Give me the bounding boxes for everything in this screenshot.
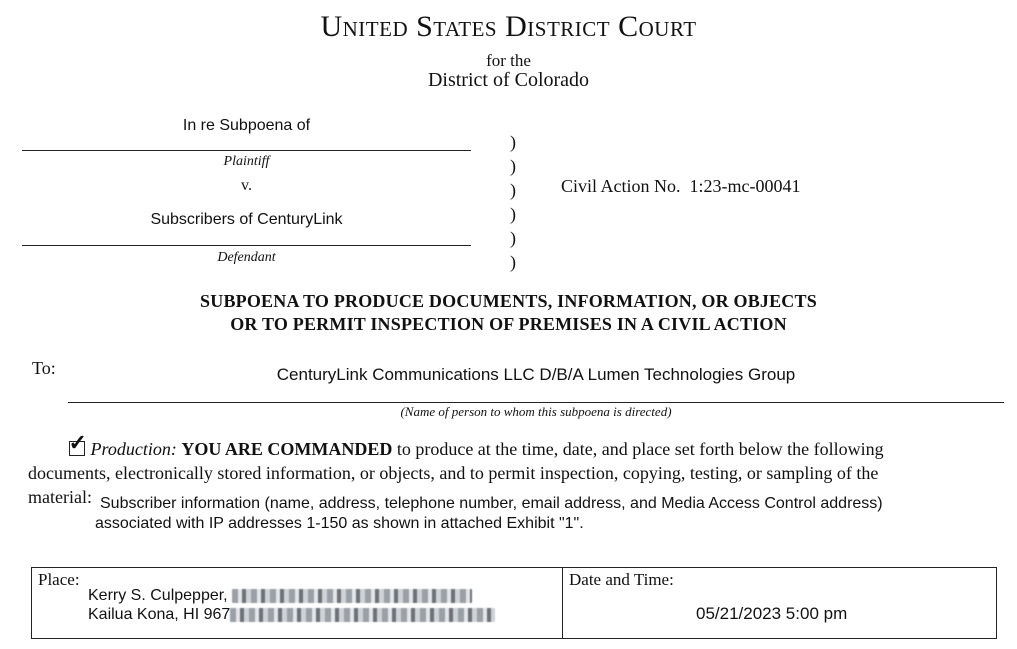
defendant-value: Subscribers of CenturyLink <box>150 211 343 228</box>
paren: ) <box>510 156 516 176</box>
place-name: Kerry S. Culpepper, <box>88 587 228 604</box>
court-name: United States District Court <box>320 10 697 43</box>
date-time-value: 05/21/2023 5:00 pm <box>696 604 848 623</box>
defendant-line <box>22 245 471 246</box>
versus-text: v. <box>241 177 252 194</box>
production-checkbox[interactable] <box>68 430 87 456</box>
material-line2: associated with IP addresses 1-150 as shown in attached Exhibit "1". <box>95 515 584 532</box>
place-date-table <box>31 567 997 639</box>
civil-action-label: Civil Action No. <box>561 176 681 196</box>
material-line1: Subscriber information (name, address, telephone number, email address, and Media Access Control address) <box>100 495 883 512</box>
place-label: Place: <box>38 570 80 589</box>
place-city: Kailua Kona, HI 967 <box>88 606 231 623</box>
table-divider <box>562 568 563 638</box>
production-text-line1: to produce at the time, date, and place set forth below the following <box>396 439 884 459</box>
commanded-text: YOU ARE COMMANDED <box>181 439 393 459</box>
place-line2 <box>88 606 495 624</box>
civil-action <box>561 176 801 197</box>
production-text-line2: documents, electronically stored information, or objects, and to permit inspection, copying, testing, or sampling of the <box>28 463 879 483</box>
paren: ) <box>510 180 516 200</box>
place-line1 <box>88 587 472 605</box>
document-title-line1: SUBPOENA TO PRODUCE DOCUMENTS, INFORMATION, OR OBJECTS <box>200 291 817 311</box>
checkmark-icon: ✓ <box>68 430 87 455</box>
document-title-line2: OR TO PERMIT INSPECTION OF PREMISES IN A CIVIL ACTION <box>230 314 787 334</box>
civil-action-number: 1:23-mc-00041 <box>689 176 801 196</box>
paren: ) <box>510 228 516 248</box>
paren: ) <box>510 204 516 224</box>
district-name: District of Colorado <box>427 69 590 91</box>
redacted-zip-contact <box>230 608 495 622</box>
recipient-caption: (Name of person to whom this subpoena is directed) <box>400 404 672 419</box>
plaintiff-line <box>22 150 471 151</box>
for-the-text: for the <box>486 51 531 70</box>
material-label: material: <box>28 487 92 507</box>
paren: ) <box>510 132 516 152</box>
recipient-name: CenturyLink Communications LLC D/B/A Lumen Technologies Group <box>276 365 796 384</box>
to-label: To: <box>32 358 56 378</box>
plaintiff-value: In re Subpoena of <box>182 117 311 134</box>
paren: ) <box>510 252 516 272</box>
production-label: Production: <box>90 439 177 459</box>
date-time-label: Date and Time: <box>569 570 674 589</box>
defendant-label: Defendant <box>217 250 276 265</box>
redacted-address <box>232 589 472 603</box>
caption-parentheses <box>510 130 516 274</box>
recipient-line <box>68 402 1004 403</box>
plaintiff-label: Plaintiff <box>223 154 270 169</box>
